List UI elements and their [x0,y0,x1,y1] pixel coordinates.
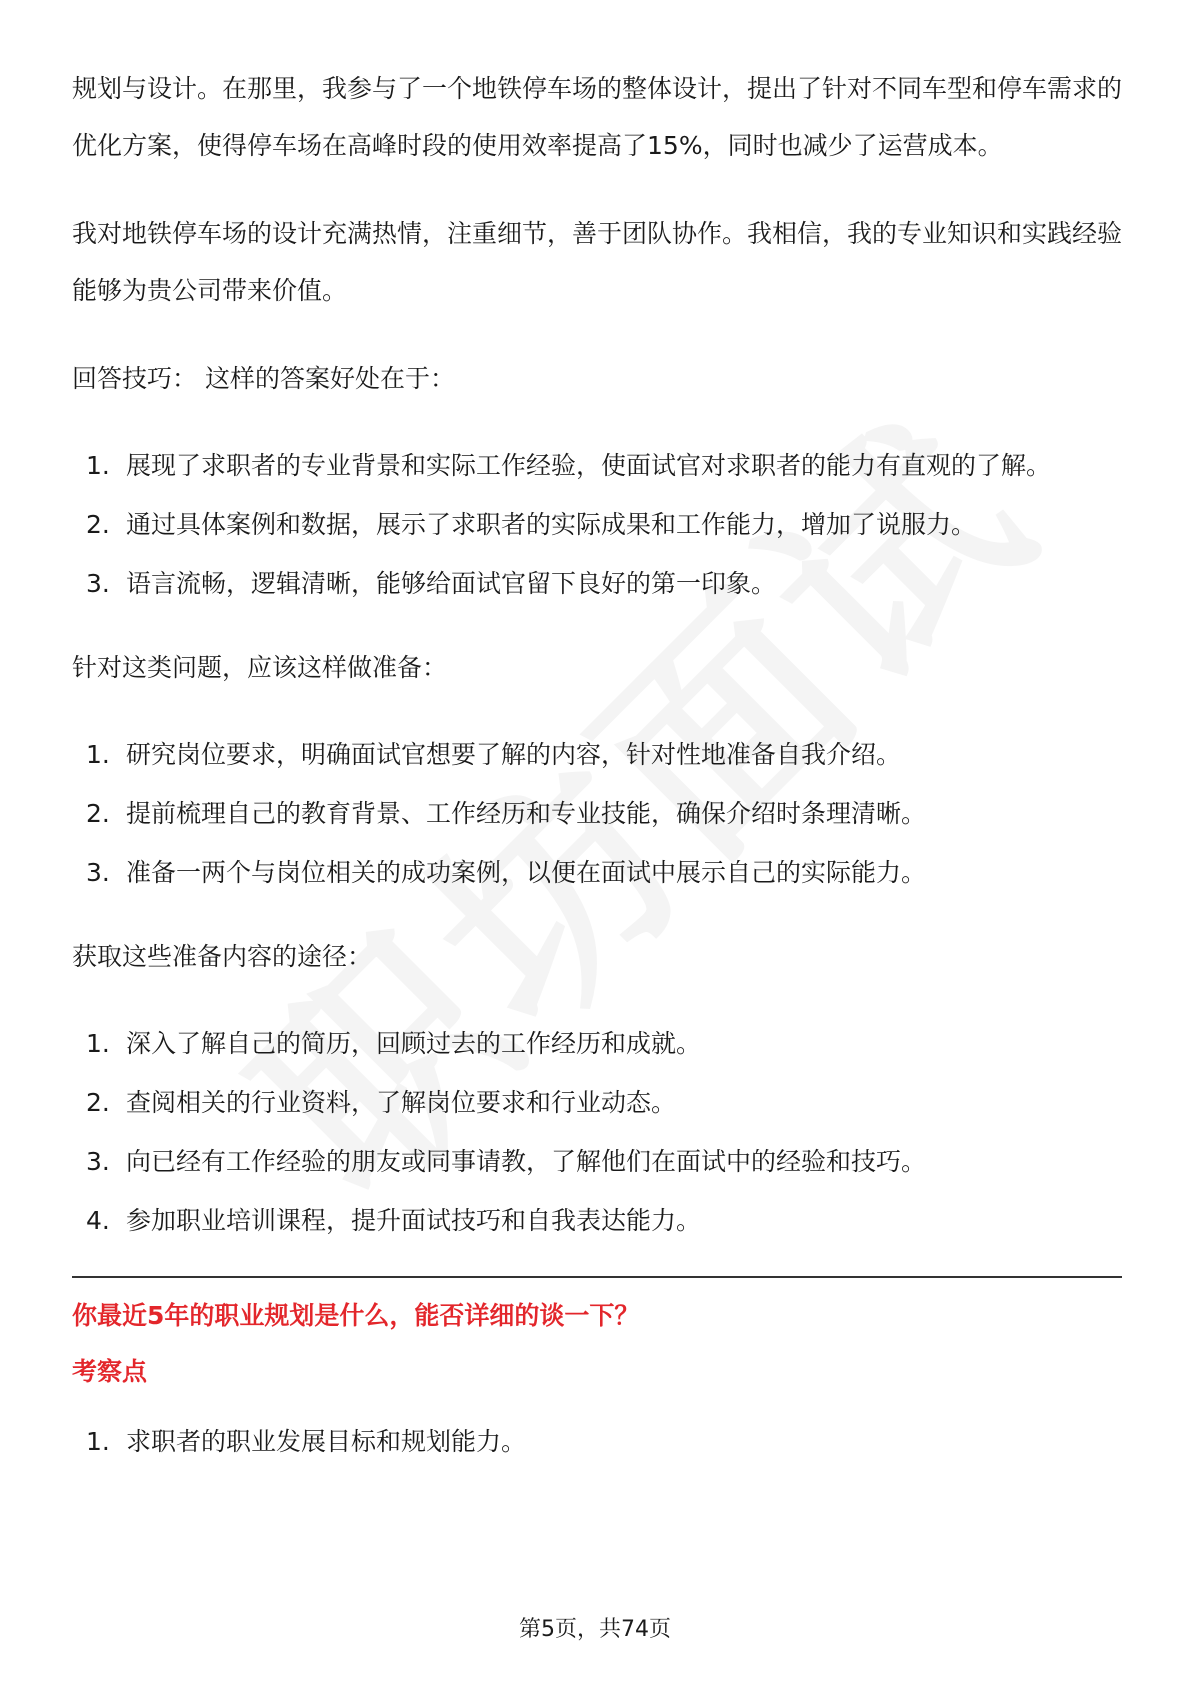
document-page [72,60,1122,1497]
list-item: 2. 提前梳理自己的教育背景、工作经历和专业技能，确保介绍时条理清晰。 [86,799,927,828]
sources-list [72,1016,1122,1249]
list-item: 3. 向已经有工作经验的朋友或同事请教，了解他们在面试中的经验和技巧。 [86,1147,927,1176]
list-item: 3. 准备一两个与岗位相关的成功案例，以便在面试中展示自己的实际能力。 [86,858,927,887]
paragraph-answer-tips: 回答技巧： 这样的答案好处在于： [72,364,455,393]
points-list [72,1414,1122,1470]
preparation-list [72,727,1122,901]
question-title: 你最近5年的职业规划是什么，能否详细的谈一下？ [72,1301,640,1330]
advantages-list [72,438,1122,612]
list-item: 1. 展现了求职者的专业背景和实际工作经验，使面试官对求职者的能力有直观的了解。 [86,451,1052,480]
page-number: 第5页，共74页 [519,1617,671,1642]
list-item: 3. 语言流畅，逻辑清晰，能够给面试官留下良好的第一印象。 [86,569,777,598]
list-item: 1. 深入了解自己的简历，回顾过去的工作经历和成就。 [86,1029,702,1058]
paragraph-sources: 获取这些准备内容的途径： [72,942,373,971]
list-item: 1. 求职者的职业发展目标和规划能力。 [86,1427,527,1456]
paragraph-preparation: 针对这类问题，应该这样做准备： [72,653,448,682]
list-item: 2. 查阅相关的行业资料，了解岗位要求和行业动态。 [86,1088,677,1117]
question-subhead: 考察点 [72,1357,148,1386]
paragraph-design-experience: 规划与设计。在那里，我参与了一个地铁停车场的整体设计，提出了针对不同车型和停车需求的优化方案，使得停车场在高峰时段的使用效率提高了15%，同时也减少了运营成本。 [72,74,1123,160]
paragraph-passion: 我对地铁停车场的设计充满热情，注重细节，善于团队协作。我相信，我的专业知识和实践经验能够为贵公司带来价值。 [72,219,1123,305]
list-item: 2. 通过具体案例和数据，展示了求职者的实际成果和工作能力，增加了说服力。 [86,510,977,539]
list-item: 1. 研究岗位要求，明确面试官想要了解的内容，针对性地准备自我介绍。 [86,740,902,769]
section-divider [72,1276,1122,1278]
list-item: 4. 参加职业培训课程，提升面试技巧和自我表达能力。 [86,1206,702,1235]
